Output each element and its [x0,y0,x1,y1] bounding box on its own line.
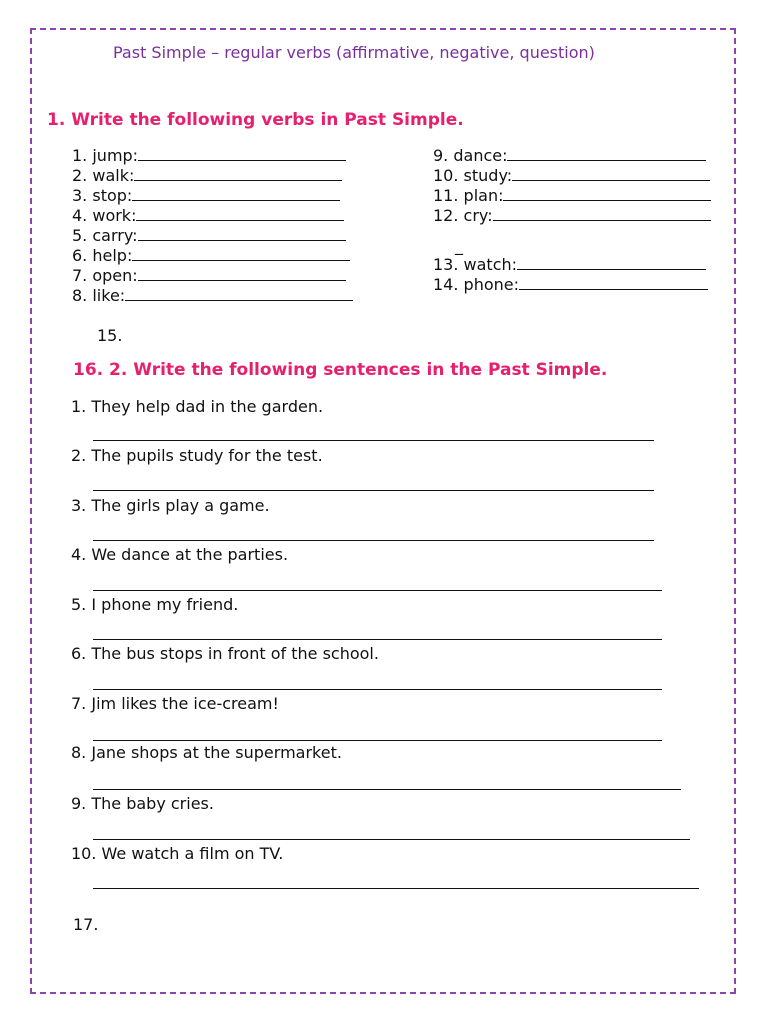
sentence-7: 7. Jim likes the ice-cream! [71,694,279,713]
answer-blank[interactable] [132,246,350,261]
answer-blank[interactable] [507,146,706,161]
answer-line[interactable] [93,490,654,491]
verb-item-jump: 1. jump: [72,146,346,166]
answer-blank[interactable] [519,275,708,290]
verb-item-phone: 14. phone: [433,275,708,295]
section2-heading: 16. 2. Write the following sentences in the Past Simple. [73,360,608,380]
answer-blank[interactable] [132,186,340,201]
answer-blank[interactable] [138,266,346,281]
sentence-1: 1. They help dad in the garden. [71,397,324,416]
verb-item-study: 10. study: [433,166,710,186]
verb-item-open: 7. open: [72,266,346,286]
answer-line[interactable] [93,888,699,889]
list-number-15: 15. [97,326,123,345]
section1-heading: 1. Write the following verbs in Past Simple. [47,110,464,130]
verb-item-dance: 9. dance: [433,146,706,166]
answer-line[interactable] [93,590,662,591]
sentence-5: 5. I phone my friend. [71,595,239,614]
worksheet-title: Past Simple – regular verbs (affirmative, negative, question) [113,43,595,62]
stray-underscore: _ [455,236,463,255]
answer-line[interactable] [93,689,662,690]
answer-line[interactable] [93,540,654,541]
answer-line[interactable] [93,789,681,790]
sentence-8: 8. Jane shops at the supermarket. [71,743,342,762]
list-number-17: 17. [73,915,99,934]
answer-blank[interactable] [503,186,711,201]
verb-item-watch: 13. watch: [433,255,706,275]
answer-line[interactable] [93,639,662,640]
verb-item-plan: 11. plan: [433,186,711,206]
answer-line[interactable] [93,740,662,741]
sentence-2: 2. The pupils study for the test. [71,446,323,465]
answer-blank[interactable] [134,166,342,181]
sentence-9: 9. The baby cries. [71,794,214,813]
answer-line[interactable] [93,839,690,840]
answer-blank[interactable] [138,146,346,161]
answer-blank[interactable] [138,226,346,241]
answer-blank[interactable] [517,255,706,270]
sentence-4: 4. We dance at the parties. [71,545,289,564]
answer-blank[interactable] [512,166,710,181]
answer-blank[interactable] [493,206,711,221]
verb-item-help: 6. help: [72,246,350,266]
verb-item-carry: 5. carry: [72,226,346,246]
answer-blank[interactable] [136,206,344,221]
answer-line[interactable] [93,440,654,441]
verb-item-like: 8. like: [72,286,353,306]
verb-item-walk: 2. walk: [72,166,342,186]
sentence-10: 10. We watch a film on TV. [71,844,284,863]
verb-item-stop: 3. stop: [72,186,340,206]
answer-blank[interactable] [125,286,353,301]
verb-item-cry: 12. cry: [433,206,711,226]
verb-item-work: 4. work: [72,206,344,226]
sentence-6: 6. The bus stops in front of the school. [71,644,379,663]
sentence-3: 3. The girls play a game. [71,496,270,515]
